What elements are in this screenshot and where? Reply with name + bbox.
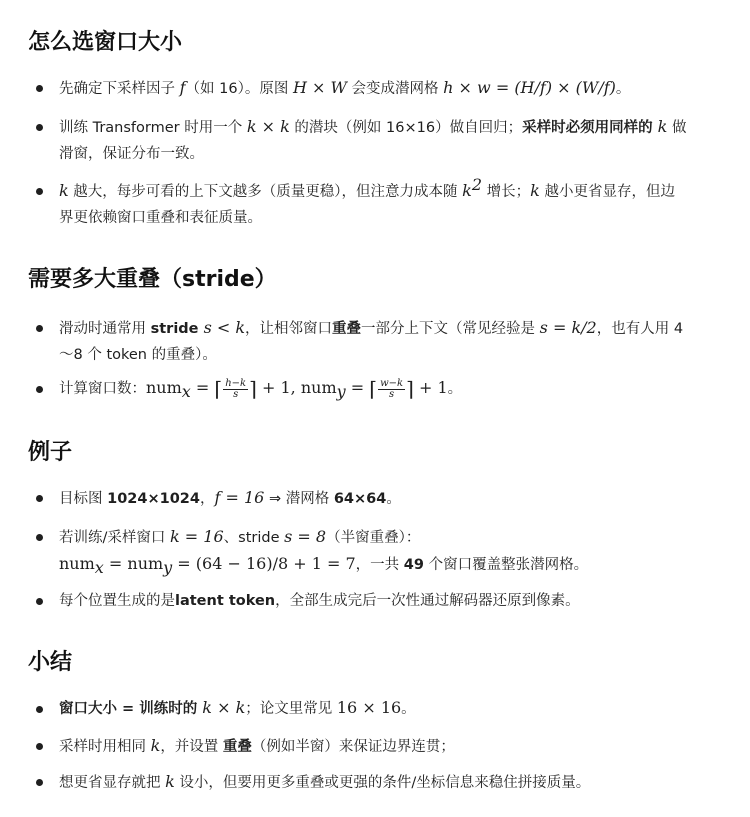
bullet-line — [59, 175, 675, 203]
text-run: 设小，但要用更多重叠或更强的条件/坐标信息来稳住拼接质量。 — [174, 775, 591, 791]
math-expression: = num — [103, 554, 164, 573]
math-expression: h × w = (H/f) × (W/f) — [443, 78, 616, 97]
math-expression: k × k — [202, 698, 246, 717]
bullet-line — [59, 77, 630, 100]
text-run: ，并设置 — [160, 739, 223, 755]
fraction-numerator: h−k — [225, 377, 247, 389]
text-run: 。 — [386, 491, 401, 507]
text-run: 会变成潜网格 — [346, 81, 444, 97]
math-expression: s = k/2 — [539, 318, 597, 337]
text-run: ～8 个 token 的重叠）。 — [59, 347, 217, 363]
bullet-dot — [36, 706, 43, 713]
bullet-dot — [36, 386, 43, 393]
bold-text: stride — [150, 321, 204, 337]
bullet-dot — [36, 534, 43, 541]
math-fraction — [378, 379, 405, 400]
math-expression: k — [150, 736, 161, 755]
bold-text: 窗口大小 = 训练时的 — [59, 701, 203, 717]
bold-text: 49 — [403, 557, 424, 573]
fraction-numerator: w−k — [380, 377, 404, 389]
math-expression: s = 8 — [284, 527, 327, 546]
bullet-line — [59, 116, 686, 139]
ceil-bracket: ⌉ — [249, 377, 257, 401]
bold-text: 采样时必须用同样的 — [522, 120, 658, 136]
bullet-line — [59, 697, 416, 720]
math-fraction — [223, 379, 248, 400]
math-expression: s < k — [203, 318, 246, 337]
bold-text: 1024×1024 — [107, 491, 200, 507]
text-run: ，一共 — [355, 557, 404, 573]
math-expression: + 1, num — [256, 378, 337, 397]
text-run: 滑窗，保证分布一致。 — [59, 146, 204, 162]
math-expression: 16 × 16 — [336, 698, 402, 717]
text-run: （半窗重叠）： — [326, 530, 421, 546]
text-run: 先确定下采样因子 — [59, 81, 180, 97]
math-expression: f = 16 — [214, 488, 265, 507]
math-expression: k — [530, 181, 540, 200]
bullet-line — [59, 207, 262, 229]
bullet-dot — [36, 598, 43, 605]
text-run: 的潜块（例如 16×16）做自回归； — [289, 120, 523, 136]
bullet-dot — [36, 124, 43, 131]
math-expression: = — [190, 378, 215, 397]
section-heading: 例子 — [28, 440, 73, 465]
text-run: 计算窗口数： — [59, 381, 146, 397]
text-run: 。 — [615, 81, 631, 97]
text-run: 。 — [447, 381, 463, 397]
text-run: 训练 Transformer 时用一个 — [59, 120, 247, 136]
math-expression: H × W — [292, 78, 347, 97]
math-expression: + 1 — [413, 378, 448, 397]
text-run: 、stride — [223, 530, 285, 546]
text-run: 越小更省显存，但边 — [539, 184, 675, 200]
math-subscript: y — [163, 557, 173, 577]
text-run: 越大，每步可看的上下文越多（质量更稳），但注意力成本随 — [68, 184, 463, 200]
math-expression: k — [59, 181, 69, 200]
text-run: ⇒ 潜网格 — [264, 491, 334, 507]
math-expression: f — [179, 78, 186, 97]
bullet-line — [59, 771, 590, 794]
bullet-line — [59, 143, 204, 165]
bullet-dot — [36, 743, 43, 750]
text-run: ，让相邻窗口 — [245, 321, 333, 337]
text-run: 做 — [667, 120, 687, 136]
text-run: （例如半窗）来保证边界连贯； — [251, 739, 455, 755]
bullet-line — [59, 377, 462, 400]
section-heading: 小结 — [28, 650, 73, 675]
bullet-dot — [36, 495, 43, 502]
math-expression: num — [59, 554, 95, 573]
section-heading: 需要多大重叠（stride） — [28, 267, 277, 292]
text-run: 每个位置生成的是 — [59, 593, 175, 609]
math-expression: num — [146, 378, 182, 397]
ceil-bracket: ⌈ — [214, 377, 223, 401]
text-run: ，全部生成完后一次性通过解码器还原到像素。 — [275, 593, 580, 609]
text-run: 。 — [401, 701, 416, 717]
math-expression: = — [345, 378, 370, 397]
text-run: 目标图 — [59, 491, 108, 507]
text-run: 滑动时通常用 — [59, 321, 151, 337]
fraction-denominator: s — [388, 388, 395, 400]
text-run: ；论文里常见 — [245, 701, 337, 717]
text-run: 采样时用相同 — [59, 739, 151, 755]
math-expression: k = 16 — [170, 527, 224, 546]
math-superscript: 2 — [471, 175, 483, 195]
math-expression: k × k — [246, 117, 290, 136]
bullet-line — [59, 526, 420, 549]
bold-text: 重叠 — [332, 321, 362, 337]
bullet-line — [59, 317, 683, 340]
text-run: 一部分上下文（常见经验是 — [361, 321, 540, 337]
text-run: （如 16）。原图 — [185, 81, 293, 97]
math-subscript: x — [94, 557, 104, 577]
fraction-denominator: s — [233, 388, 239, 400]
bullet-line — [59, 344, 217, 366]
bullet-dot — [36, 779, 43, 786]
ceil-bracket: ⌈ — [369, 377, 378, 401]
bullet-line — [59, 735, 455, 758]
bullet-dot — [36, 188, 43, 195]
text-run: 想更省显存就把 — [59, 775, 166, 791]
bold-text: 64×64 — [333, 491, 387, 507]
bullet-dot — [36, 325, 43, 332]
text-run: 若训练/采样窗口 — [59, 530, 170, 546]
math-expression: = (64 − 16)/8 + 1 = 7 — [172, 554, 356, 573]
math-expression: k — [165, 772, 175, 791]
text-run: 增长； — [482, 184, 531, 200]
math-subscript: x — [181, 381, 191, 401]
bullet-line — [59, 487, 401, 510]
bullet-line — [59, 553, 588, 576]
ceil-bracket: ⌉ — [406, 377, 414, 401]
math-expression: k — [462, 181, 472, 200]
text-run: ， — [199, 491, 215, 507]
bold-text: 重叠 — [222, 739, 252, 755]
section-heading: 怎么选窗口大小 — [28, 30, 183, 55]
bullet-line — [59, 590, 580, 612]
math-expression: k — [657, 117, 668, 136]
math-subscript: y — [336, 381, 346, 401]
text-run: 个窗口覆盖整张潜网格。 — [423, 557, 589, 573]
bullet-dot — [36, 85, 43, 92]
bold-text: latent token — [175, 593, 276, 609]
text-run: ，也有人用 4 — [596, 321, 684, 337]
text-run: 界更依赖窗口重叠和表征质量。 — [59, 210, 262, 226]
